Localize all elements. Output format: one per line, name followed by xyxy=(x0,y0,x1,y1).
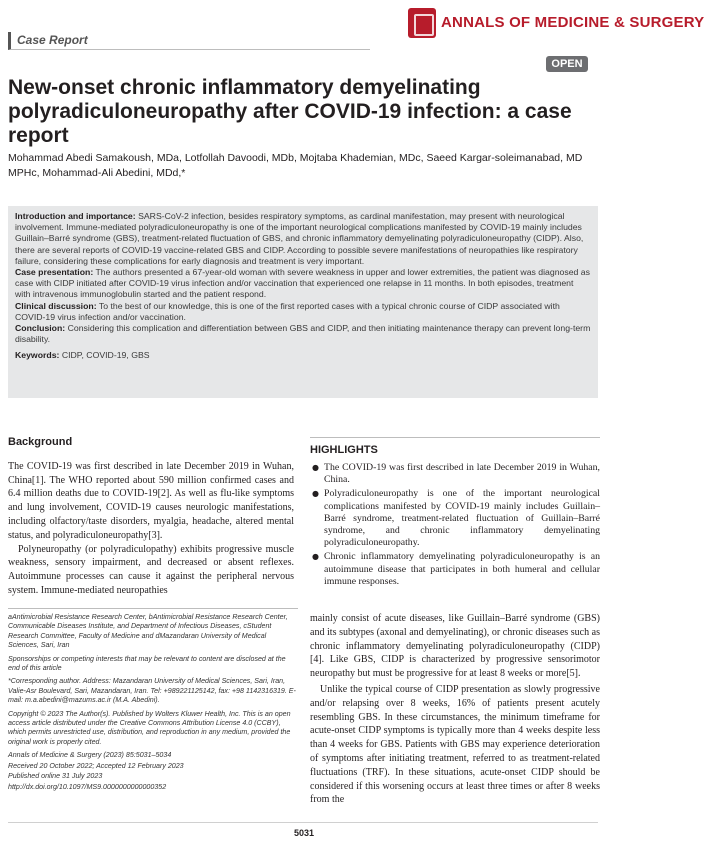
disclosure-note: Sponsorships or competing interests that may be relevant to content are disclosed at the end of this article xyxy=(8,654,286,673)
corresponding-author: *Corresponding author. Address: Mazandaran University of Medical Sciences, Sari, Iran, Valie-Asr Boulevard, Sari, Mazandaran, Iran. Tel: +989221125142, fax: +98 1142316319. E-mail: m.a.abedini@mazums.ac.ir (M.A. Abedini). xyxy=(8,677,296,705)
abstract-label: Introduction and importance: xyxy=(15,211,136,221)
abstract-case-presentation xyxy=(15,267,591,301)
page-number: 5031 xyxy=(293,828,315,838)
article-title: New-onset chronic inflammatory demyelinating polyradiculoneuropathy after COVID-19 infection: a case report xyxy=(8,76,572,147)
affiliations: aAntimicrobial Resistance Research Center, bAntimicrobial Resistance Research Center, Communicable Diseases Institute, and Department of Infectious Diseases, cStudent Research Committee, Faculty of Medicine and dMazandaran University of Medical Sciences, Sari, Iran xyxy=(8,613,288,650)
abstract-label: Conclusion: xyxy=(15,323,66,334)
keywords-text: CIDP, COVID-19, GBS xyxy=(61,350,150,361)
abstract-introduction xyxy=(15,211,591,267)
abstract-box xyxy=(8,206,598,398)
abstract-text: Considering this complication and differentiation between GBS and CIDP, and then initiating maintenance therapy can prevent long-term disability. xyxy=(15,323,591,345)
page-divider xyxy=(8,822,598,823)
background-heading: Background xyxy=(8,436,73,448)
copyright-note: Copyright © 2023 The Author(s). Published by Wolters Kluwer Health, Inc. This is an open access article distributed under the Creative Commons Attribution License 4.0 (CCBY), which permits unrestricted use, distribution, and reproduction in any medium, provided the original work is properly cited. xyxy=(8,709,291,746)
body-paragraph: mainly consist of acute diseases, like Guillain–Barré syndrome (GBS) and its subtypes (axonal and demyelinating), or chronic diseases such as chronic inflammatory demyelinating polyradiculoneuropathy (CIDP)[4]. Like GBS, CIDP is characterized by progressive sensorimotor neuropathy but must be progressive for at least 8 weeks or more[5]. xyxy=(310,613,600,680)
highlight-item xyxy=(310,551,600,588)
body-right-column xyxy=(310,612,600,807)
bullet-icon: ● xyxy=(312,463,319,472)
highlight-text: The COVID-19 was first described in late December 2019 in Wuhan, China. xyxy=(324,462,600,486)
open-access-badge: OPEN xyxy=(546,56,588,72)
doi-link[interactable]: http://dx.doi.org/10.1097/MS9.0000000000000352 xyxy=(8,782,167,791)
bullet-icon: ● xyxy=(312,552,319,562)
footnotes xyxy=(8,608,298,793)
highlight-item xyxy=(310,462,600,486)
background-paragraph: The COVID-19 was first described in late December 2019 in Wuhan, China[1]. The WHO reported about 590 million confirmed cases and 6.4 million deaths due to COVID-19[2]. As well as flu-like symptoms and lung involvement, COVID-19 causes neurologic manifestations, including olfactory/taste disorders, myalgia, headache, altered mental status, and polyradiculoneuropathy[3]. xyxy=(8,460,294,541)
journal-logo xyxy=(408,6,704,44)
citation-line: Annals of Medicine & Surgery (2023) 85:5031–5034 xyxy=(8,751,172,760)
received-accepted: Received 20 October 2022; Accepted 12 February 2023 xyxy=(8,761,184,770)
highlight-text: Polyradiculoneuropathy is one of the important neurological complications manifested by COVID-19 mainly includes Guillain–Barré syndrome, treatment-related fluctuation of Guillain–Barré syndrome, and chronic inflammatory demyelinating polyradiculoneuropathy. xyxy=(324,488,600,549)
abstract-text: SARS-CoV-2 infection, besides respiratory symptoms, as cardinal manifestation, may present with neurological involvement. Immune-mediated polyradiculoneuropathy is one of the important neurological complications manifested by COVID-19 mainly includes Guillain–Barré syndrome (GBS), treatment-related fluctuation of GBS, and chronic inflammatory demyelinating polyradiculoneuropathy (CIDP). Also, there are several reports of COVID-19 vaccine-related GBS and CIDP. According to possible severe manifestations of neuropathies like respiratory failure, considering these complications for early diagnosis and treatment is very important. xyxy=(15,211,584,266)
body-paragraph: Unlike the typical course of CIDP presentation as slowly progressive and/or relapsing over 8 weeks, 16% of patients present acutely resembling GBS. In these circumstances, the minimum timeframe for acute-onset CIDP symptoms is typically more than 4 weeks despite less than 4 weeks for GBS. Patients with GBS may experience deterioration of symptoms after initiating treatment, referred to as treatment-related fluctuations (TRF). In these situations, acute-onset CIDP should be considered if this worsening occurs at least three times or after 8 weeks from the xyxy=(310,683,600,806)
journal-seal-icon xyxy=(408,8,436,38)
highlights-box xyxy=(310,437,600,597)
abstract-label: Case presentation: xyxy=(15,267,94,278)
highlight-text: Chronic inflammatory demyelinating polyradiculoneuropathy is an autoimmune disease that participates in both humeral and cellular immune responses. xyxy=(324,551,600,587)
abstract-clinical-discussion xyxy=(15,301,591,323)
bullet-icon: ● xyxy=(312,489,319,499)
abstract-label: Clinical discussion: xyxy=(15,300,97,311)
highlight-item xyxy=(310,488,600,549)
published-online: Published online 31 July 2023 xyxy=(8,772,103,781)
journal-name: ANNALS OF MEDICINE & SURGERY xyxy=(441,14,704,31)
abstract-text: The authors presented a 67-year-old woman with severe weakness in upper and lower extremities, the patient was diagnosed as case with CIDP initiated after COVID-19 virus infection and/or vaccination that experienced one relapse in 11 months. In both episodes, treatment with intravenous immunoglobulin started and the patient respond. xyxy=(15,267,590,300)
background-section xyxy=(8,436,294,598)
abstract-conclusion xyxy=(15,323,591,345)
author-list: Mohammad Abedi Samakoush, MDa, Lotfollah Davoodi, MDb, Mojtaba Khademian, MDc, Saeed Kargar-soleimanabad, MD MPHc, Mohammad-Ali Abedini, MDd,* xyxy=(8,152,583,179)
abstract-text: To the best of our knowledge, this is one of the first reported cases with a typical chronic course of CIDP associated with COVID-19 virus infection and/or vaccination. xyxy=(15,300,560,322)
highlights-heading: HIGHLIGHTS xyxy=(310,444,378,456)
article-type-label: Case Report xyxy=(8,32,370,50)
keywords xyxy=(15,350,591,361)
keywords-label: Keywords: xyxy=(15,350,60,361)
background-paragraph: Polyneuropathy (or polyradiculopathy) exhibits progressive muscle weakness, sensory impairment, and decreased or absent reflexes. Autoimmune processes can cause it against the peripheral nervous system. Immune-mediated neuropathies xyxy=(8,543,294,596)
